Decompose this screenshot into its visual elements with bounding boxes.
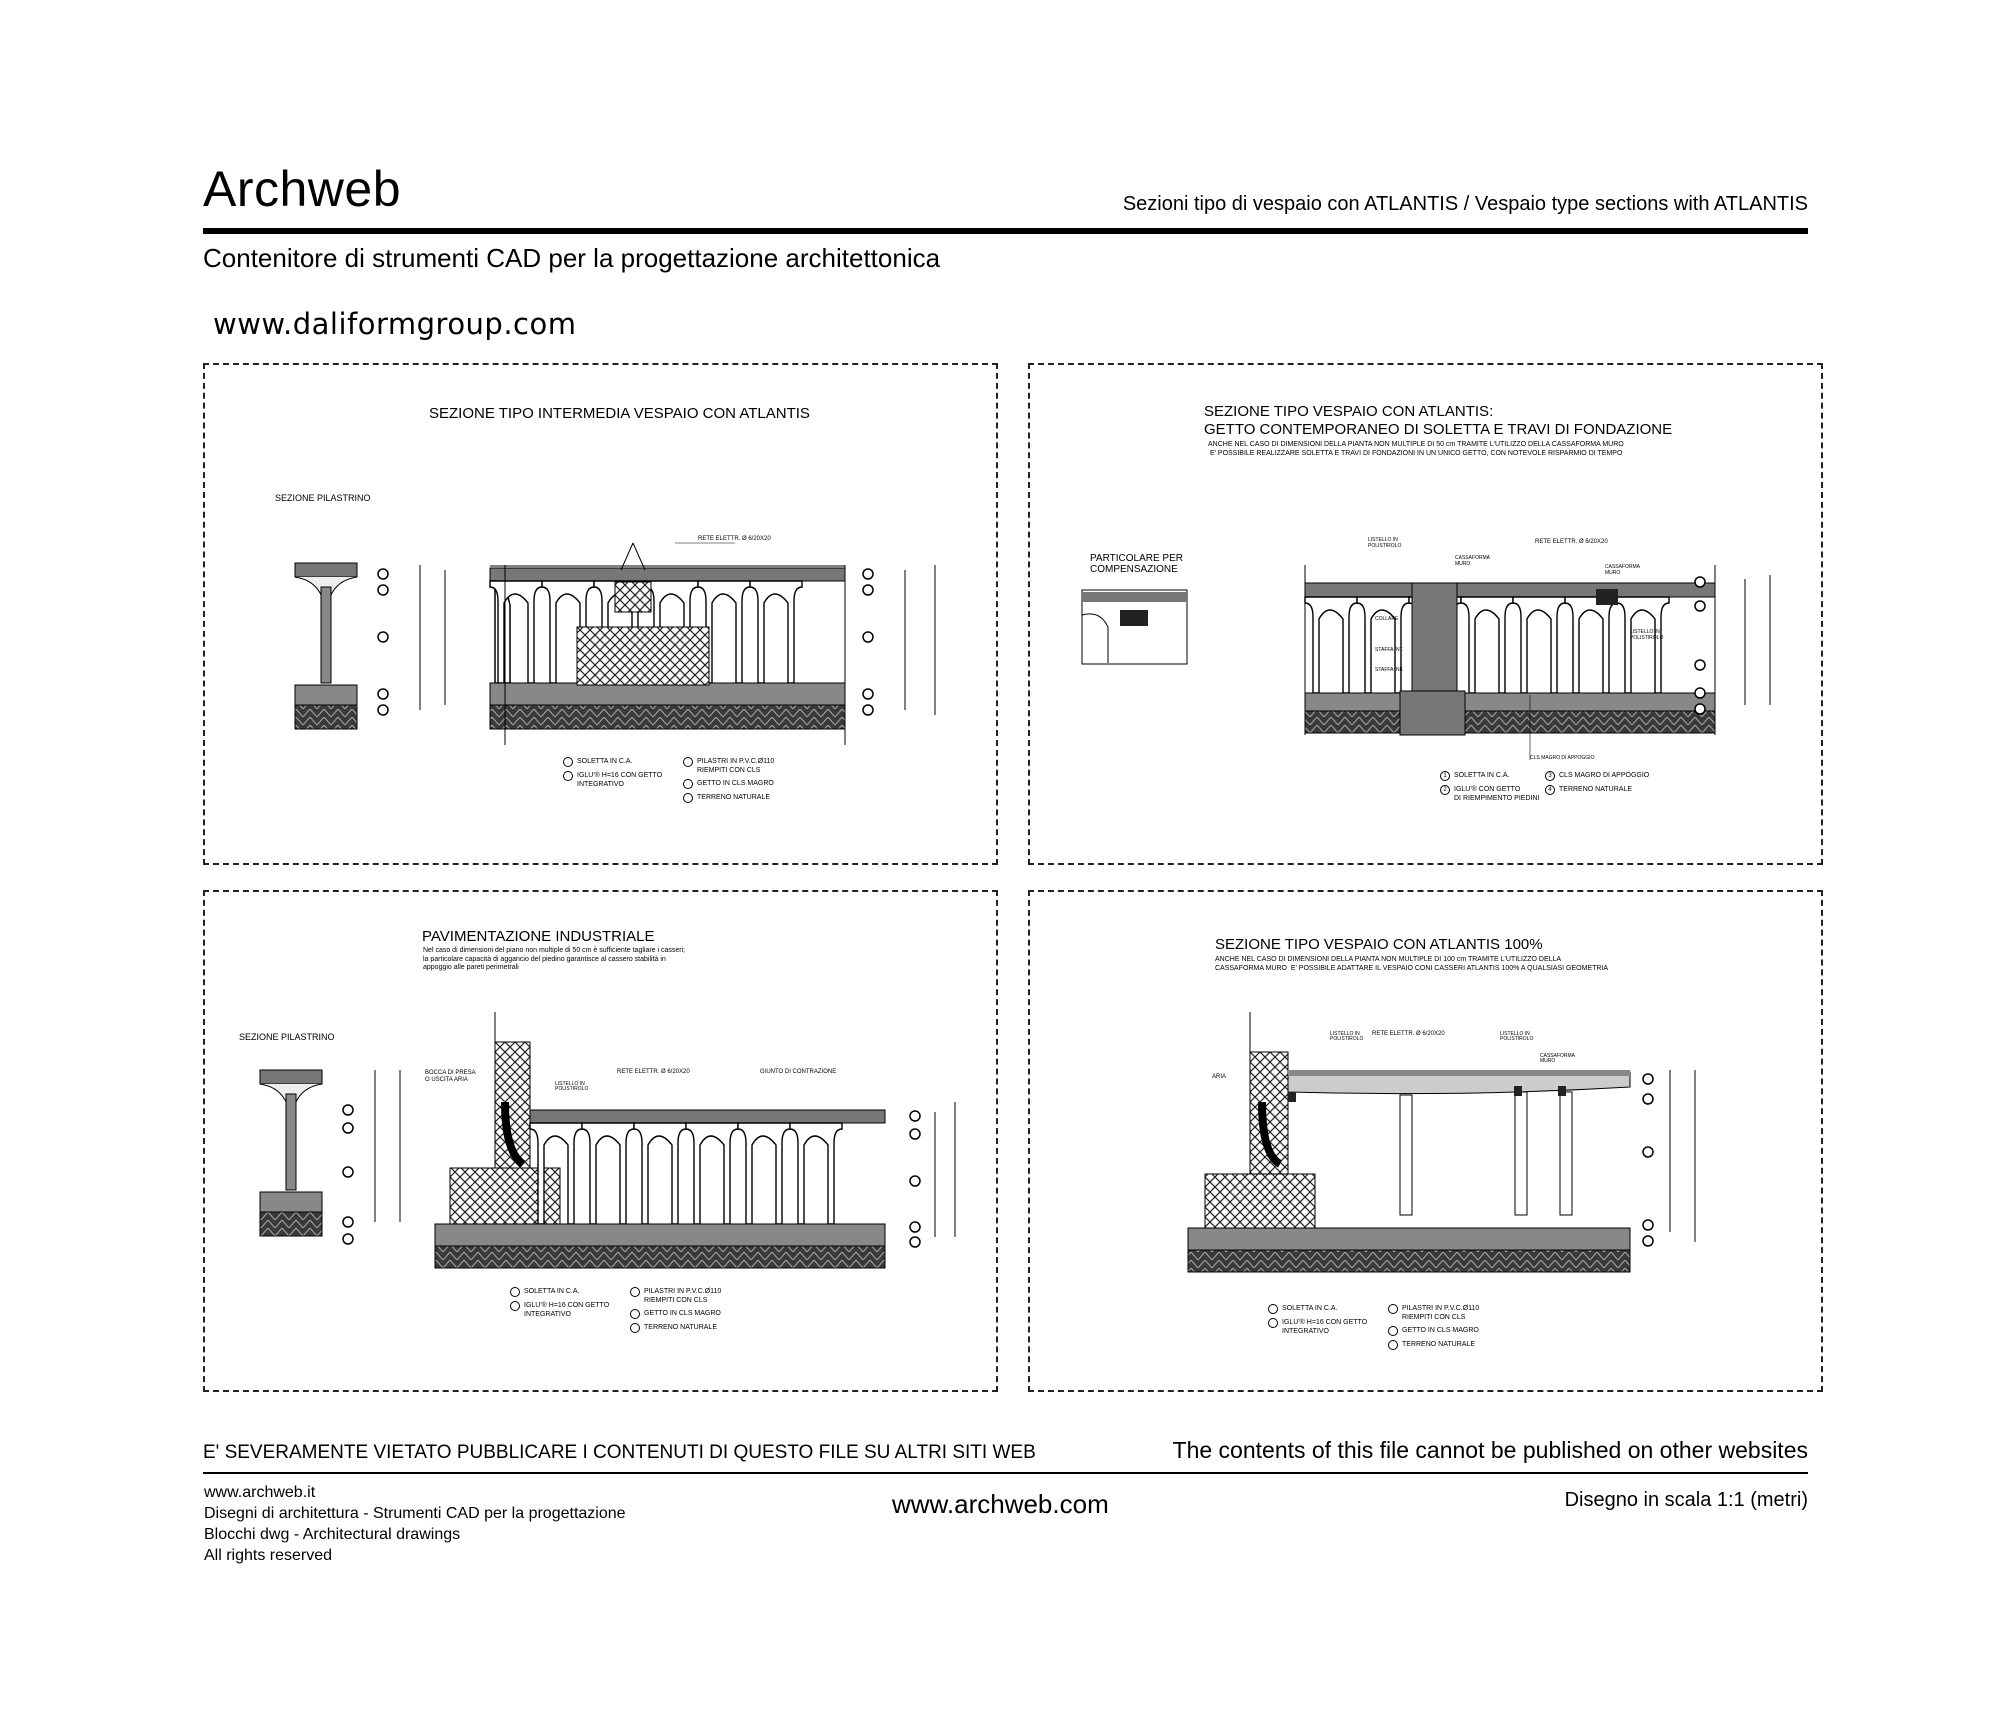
legend-item: TERRENO NATURALE (1388, 1340, 1508, 1350)
panel-title: SEZIONE TIPO INTERMEDIA VESPAIO CON ATLANTIS (429, 405, 810, 422)
callout-circle (378, 569, 388, 579)
website-url[interactable]: www.daliformgroup.com (213, 307, 577, 341)
panel-intermedia (203, 363, 998, 865)
brand-logo-text: Archweb (203, 161, 402, 217)
callout-circle (910, 1222, 920, 1232)
callout-circle (863, 689, 873, 699)
aria-label: ARIA (1212, 1074, 1227, 1080)
legend-item: IGLU'® H=16 CON GETTO INTEGRATIVO (510, 1301, 630, 1319)
svg-text:LISTELLO IN: LISTELLO IN (1368, 537, 1398, 543)
legend-item: IGLU'® H=16 CON GETTO INTEGRATIVO (563, 771, 683, 789)
footer-warning-en: The contents of this file cannot be published on other websites (1172, 1437, 1808, 1463)
legend-item: 1 SOLETTA IN C.A. (1440, 771, 1550, 781)
svg-text:STAFFA INF.: STAFFA INF. (1375, 667, 1404, 673)
callout-circle (378, 632, 388, 642)
callout-circle (1643, 1094, 1653, 1104)
detail-label: PARTICOLARE PER COMPENSAZIONE (1090, 553, 1183, 575)
svg-text:RETE ELETTR. Ø 6/20X20: RETE ELETTR. Ø 6/20X20 (698, 536, 771, 542)
panel-title: SEZIONE TIPO VESPAIO CON ATLANTIS: GETTO CONTEMPORANEO DI SOLETTA E TRAVI DI FONDAZIONE (1204, 403, 1673, 438)
legend-item: PILASTRI IN P.V.C.Ø110 RIEMPITI CON CLS (1388, 1304, 1508, 1322)
panel-subtitle: ANCHE NEL CASO DI DIMENSIONI DELLA PIANTA NON MULTIPLE DI 100 cm TRAMITE L'UTILIZZO DELLA CASSAFORMA MURO E' POSSIBILE ADATTARE IL VESPAIO CONI CASSERI ATLANTIS 100% A QUALSIASI GEOMETRIA (1215, 956, 1609, 972)
tagline: Contenitore di strumenti CAD per la progettazione architettonica (203, 243, 941, 273)
legend-item: 3 CLS MAGRO DI APPOGGIO (1545, 771, 1665, 781)
footer-warning-it: E' SEVERAMENTE VIETATO PUBBLICARE I CONTENUTI DI QUESTO FILE SU ALTRI SITI WEB (203, 1442, 1036, 1463)
legend-item: TERRENO NATURALE (630, 1323, 750, 1333)
main-section (490, 543, 845, 745)
legend-item: SOLETTA IN C.A. (563, 757, 683, 767)
panel-atlantis-100 (1028, 890, 1823, 1392)
callout-circle (1643, 1236, 1653, 1246)
footer-line: Disegni di architettura - Strumenti CAD per la progettazione (204, 1505, 626, 1522)
sheet-title: Sezioni tipo di vespaio con ATLANTIS / Vespaio type sections with ATLANTIS (1122, 193, 1808, 215)
callout-circle (910, 1176, 920, 1186)
footer-website[interactable]: www.archweb.com (892, 1489, 1109, 1519)
panel-subtitle: Nel caso di dimensioni del piano non multiple di 50 cm è sufficiente tagliare i casseri; la particolare capacità di aggancio del piedino garantisce al cassero stabilità in appoggio alle pareti perimetrali (423, 947, 686, 971)
section-drawing (1030, 365, 1825, 867)
legend-item: GETTO IN CLS MAGRO (1388, 1326, 1508, 1336)
callout-circle (1643, 1147, 1653, 1157)
callout-circle (343, 1217, 353, 1227)
panel-title: PAVIMENTAZIONE INDUSTRIALE (422, 928, 655, 945)
arch-formwork (686, 1123, 738, 1224)
panel-subtitle: ANCHE NEL CASO DI DIMENSIONI DELLA PIANTA NON MULTIPLE DI 50 cm TRAMITE L'UTILIZZO DELLA CASSAFORMA MURO E' POSSIBILE REALIZZARE SOLETTA E TRAVI DI FONDAZIONI IN UN UNICO GETTO, CON NOTEVOLE RISPARMIO DI TEMPO (1208, 441, 1624, 457)
svg-text:LISTELLO IN: LISTELLO IN (1330, 1031, 1360, 1037)
svg-text:LISTELLO IN: LISTELLO IN (1500, 1031, 1530, 1037)
panel-getto-contemporaneo (1028, 363, 1823, 865)
svg-text:LISTELLO IN: LISTELLO IN (555, 1081, 585, 1087)
legend-item: IGLU'® H=16 CON GETTO INTEGRATIVO (1268, 1318, 1388, 1336)
arch-formwork (1305, 597, 1357, 693)
arch-formwork (738, 1123, 790, 1224)
pilastrino-drawing (295, 563, 357, 729)
panel-pavimentazione (203, 890, 998, 1392)
legend-item: TERRENO NATURALE (683, 793, 803, 803)
callout-circle (910, 1129, 920, 1139)
svg-text:MURO: MURO (1605, 570, 1621, 576)
callout-circle (1695, 601, 1705, 611)
svg-text:MURO: MURO (1455, 561, 1471, 567)
arch-formwork (634, 1123, 686, 1224)
main-section (1305, 565, 1715, 760)
svg-text:CASSAFORMA: CASSAFORMA (1455, 555, 1491, 561)
main-section (435, 1012, 885, 1268)
svg-text:RETE ELETTR. Ø 6/20X20: RETE ELETTR. Ø 6/20X20 (1372, 1031, 1445, 1037)
arch-formwork (1461, 597, 1513, 693)
callout-circle (343, 1167, 353, 1177)
svg-text:POLISTIROLO: POLISTIROLO (555, 1086, 589, 1092)
callout-circle (378, 705, 388, 715)
callout-circle (1695, 577, 1705, 587)
svg-text:GIUNTO DI CONTRAZIONE: GIUNTO DI CONTRAZIONE (760, 1069, 837, 1075)
legend-item: 2 IGLU'® CON GETTO DI RIEMPIMENTO PIEDINI (1440, 785, 1550, 803)
pilastrino-drawing (260, 1070, 322, 1236)
legend-item: PILASTRI IN P.V.C.Ø110 RIEMPITI CON CLS (683, 757, 803, 775)
callout-circle (343, 1234, 353, 1244)
svg-text:CASSAFORMA: CASSAFORMA (1540, 1053, 1576, 1059)
bocca-label: BOCCA DI PRESA O USCITA ARIA (425, 1070, 476, 1083)
callout-circle (910, 1111, 920, 1121)
legend-item: SOLETTA IN C.A. (1268, 1304, 1388, 1314)
legend-item: GETTO IN CLS MAGRO (630, 1309, 750, 1319)
legend-item: SOLETTA IN C.A. (510, 1287, 630, 1297)
arch-formwork (1617, 597, 1669, 693)
svg-text:MURO: MURO (1540, 1058, 1556, 1064)
svg-text:RETE ELETTR. Ø 6/20X20: RETE ELETTR. Ø 6/20X20 (617, 1069, 690, 1075)
callout-circle (1695, 704, 1705, 714)
callout-circle (863, 585, 873, 595)
footer-line[interactable]: www.archweb.it (204, 1484, 316, 1501)
legend-item: PILASTRI IN P.V.C.Ø110 RIEMPITI CON CLS (630, 1287, 750, 1305)
arch-formwork (1565, 597, 1617, 693)
panel-title: SEZIONE TIPO VESPAIO CON ATLANTIS 100% (1215, 936, 1543, 953)
callout-circle (910, 1237, 920, 1247)
footer-scale: Disegno in scala 1:1 (metri) (1564, 1489, 1808, 1511)
arch-formwork (1513, 597, 1565, 693)
callout-circle (378, 585, 388, 595)
main-section (1188, 1012, 1630, 1272)
footer-rule (203, 1472, 1808, 1474)
callout-circle (1695, 688, 1705, 698)
callout-circle (863, 632, 873, 642)
header-rule (203, 228, 1808, 234)
footer-line: All rights reserved (204, 1547, 333, 1564)
callout-circle (343, 1105, 353, 1115)
legend-item: GETTO IN CLS MAGRO (683, 779, 803, 789)
svg-text:POLISTIROLO: POLISTIROLO (1368, 543, 1402, 549)
arch-formwork (790, 1123, 842, 1224)
pilastrino-label: SEZIONE PILASTRINO (275, 493, 371, 503)
callout-circle (1695, 660, 1705, 670)
svg-text:POLISTIROLO: POLISTIROLO (1500, 1036, 1534, 1042)
svg-text:RETE ELETTR. Ø 6/20X20: RETE ELETTR. Ø 6/20X20 (1535, 539, 1608, 545)
svg-text:CLS MAGRO DI APPOGGIO: CLS MAGRO DI APPOGGIO (1530, 755, 1595, 761)
callout-circle (343, 1123, 353, 1133)
svg-text:CASSAFORMA: CASSAFORMA (1605, 564, 1641, 570)
footer-line: Blocchi dwg - Architectural drawings (204, 1526, 461, 1543)
arch-formwork (750, 581, 802, 683)
svg-text:COLLARE: COLLARE (1375, 616, 1399, 622)
callout-circle (378, 689, 388, 699)
callout-circle (1643, 1074, 1653, 1084)
legend-item: 4 TERRENO NATURALE (1545, 785, 1665, 795)
arch-formwork (582, 1123, 634, 1224)
callout-circle (1643, 1220, 1653, 1230)
footer-credits (204, 1482, 626, 1566)
arch-formwork (1357, 597, 1409, 693)
pilastrino-label: SEZIONE PILASTRINO (239, 1032, 335, 1042)
arch-formwork (490, 581, 542, 683)
svg-text:LISTELLO IN: LISTELLO IN (1630, 629, 1660, 635)
svg-text:POLISTIROLO: POLISTIROLO (1630, 635, 1664, 641)
svg-text:POLISTIROLO: POLISTIROLO (1330, 1036, 1364, 1042)
callout-circle (863, 569, 873, 579)
callout-circle (863, 705, 873, 715)
compensation-detail (1082, 590, 1187, 664)
svg-text:STAFFA INT.: STAFFA INT. (1375, 647, 1404, 653)
